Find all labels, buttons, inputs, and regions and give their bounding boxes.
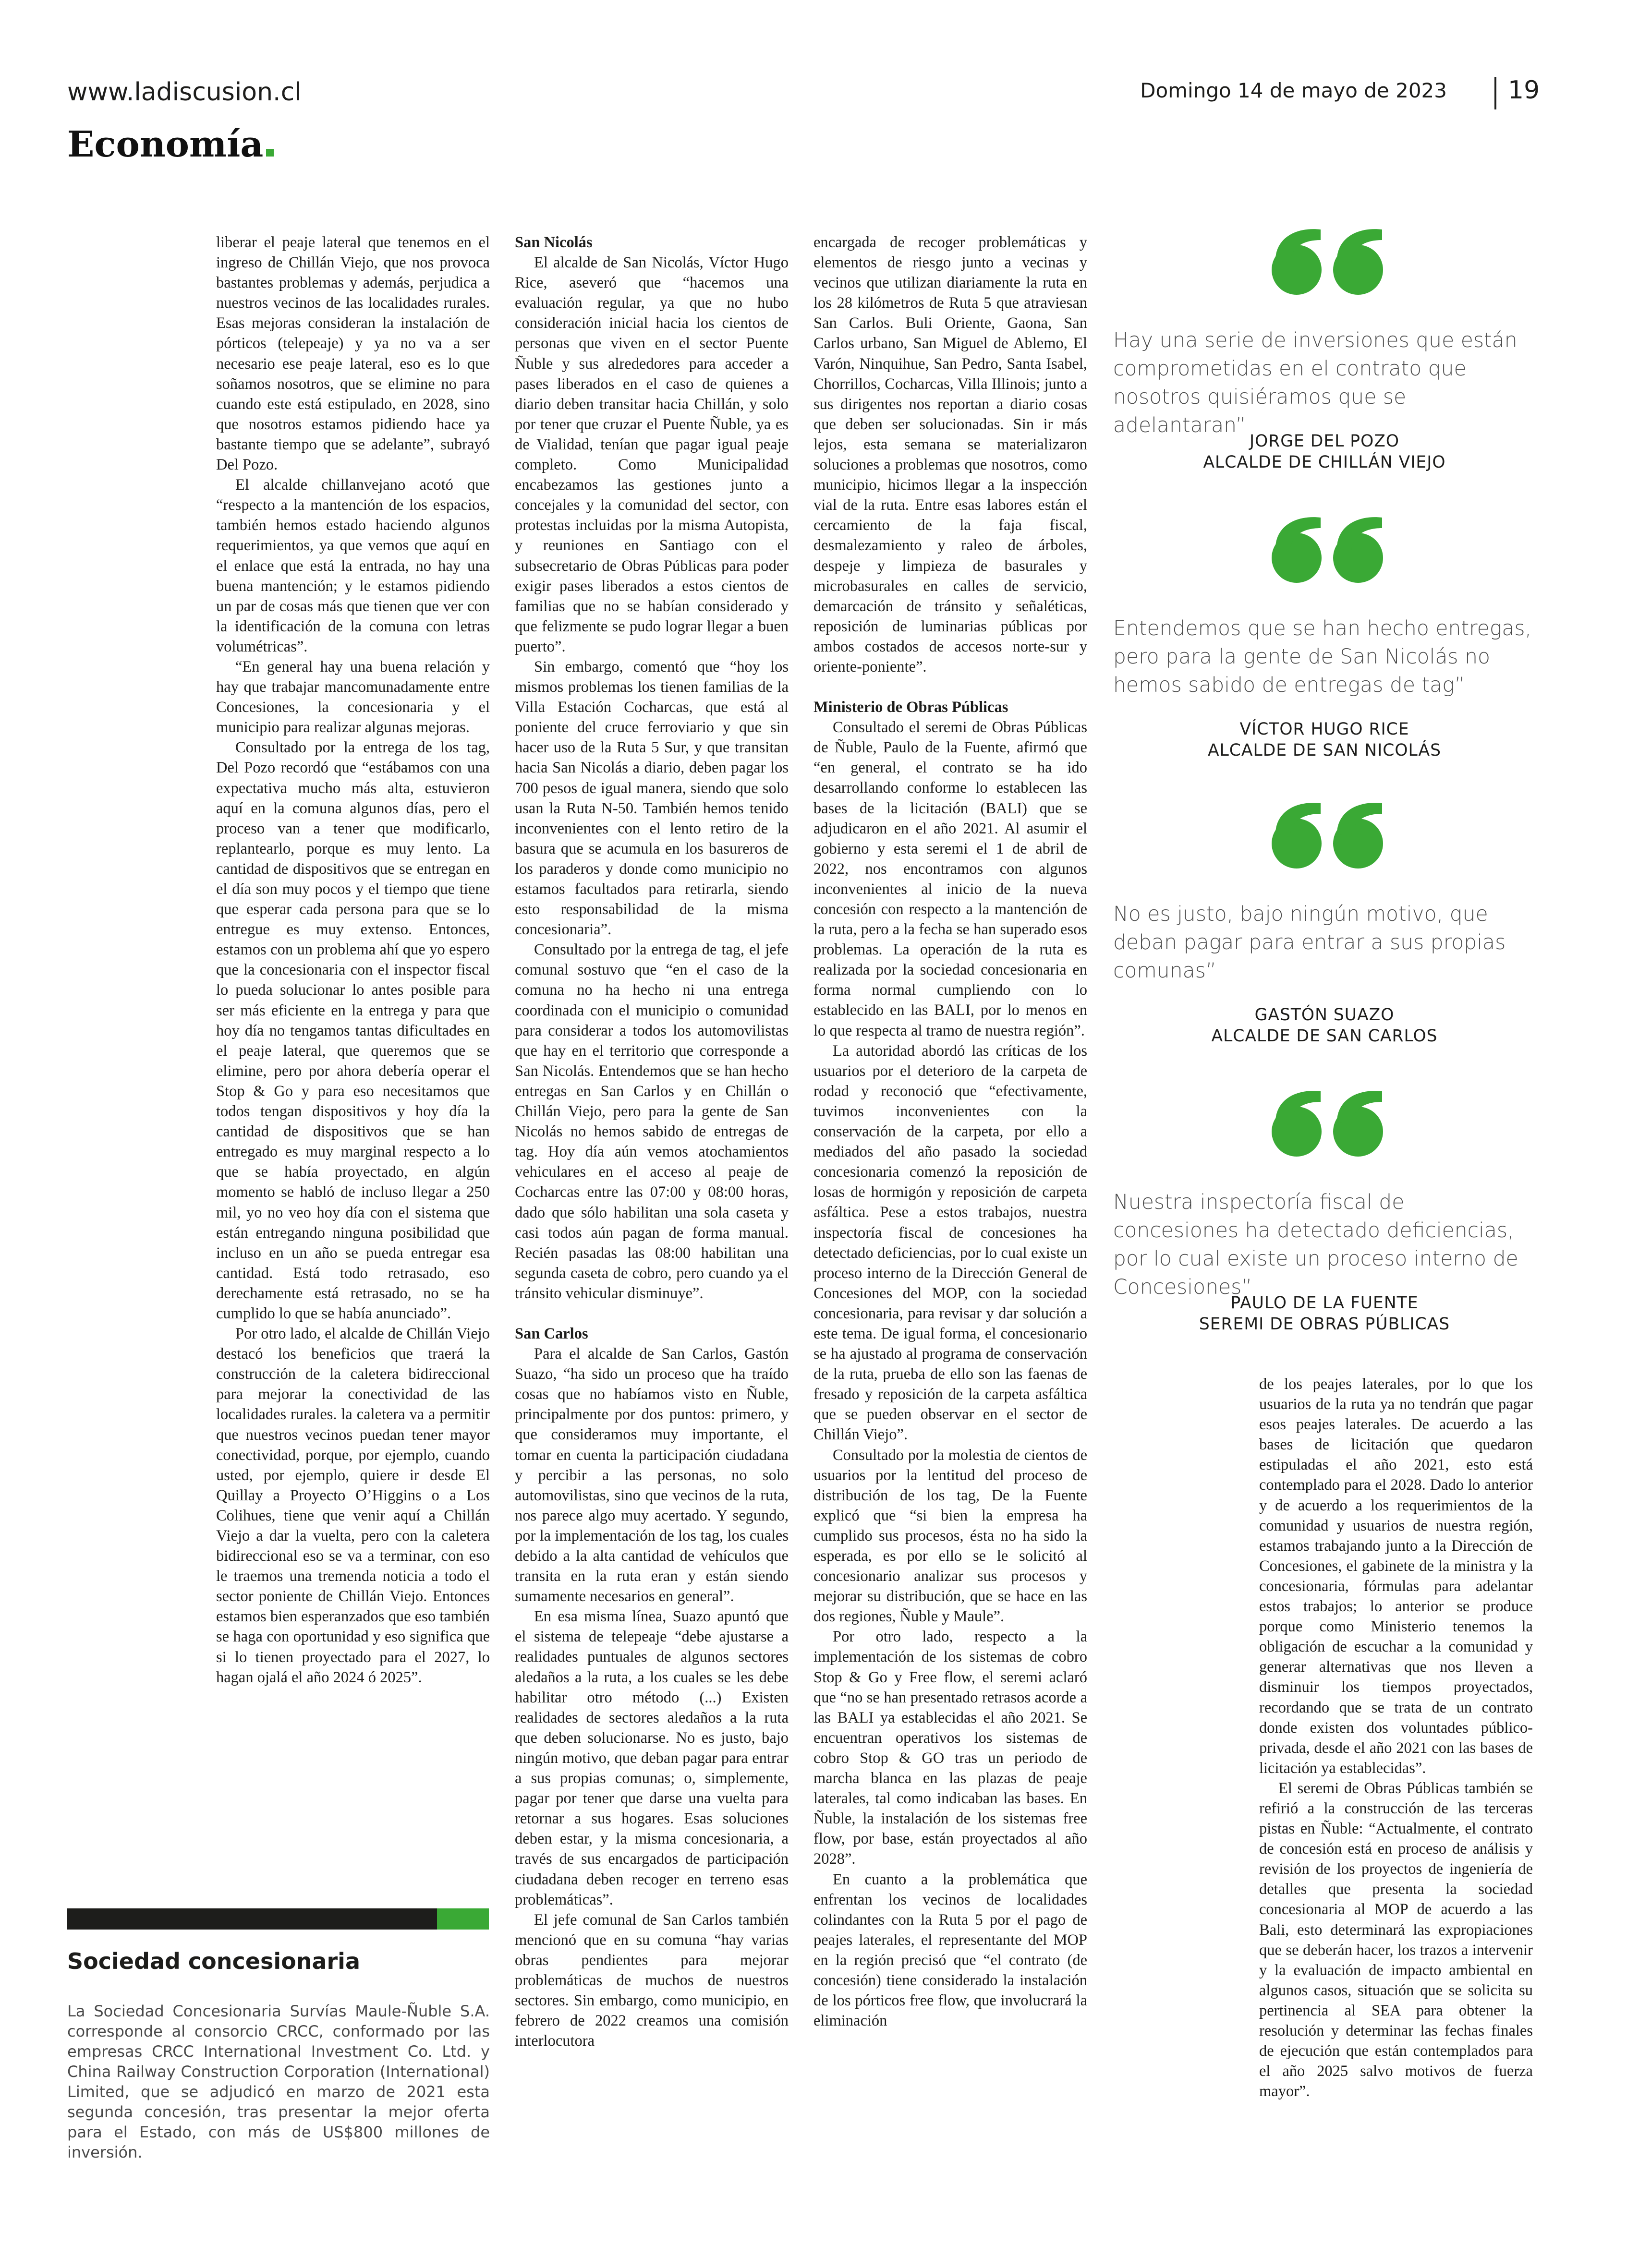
paragraph: Por otro lado, respecto a la implementación de los sistemas de cobro Stop & Go y Free flow, el seremi aclaró que “no se han presentado retrasos acorde a las BALI ya establecidas el año 2021. Se encuentran operativos los sistemas de cobro Stop & GO tras un periodo de marcha blanca en las plazas de peaje laterales, tal como indicaban las bases. En Ñuble, la instalación de los sistemas free flow, por base, están proyectados al año 2028”. [813, 1628, 1087, 1868]
subheading: Ministerio de Obras Públicas [813, 699, 1008, 716]
paragraph: Para el alcalde de San Carlos, Gastón Suazo, “ha sido un proceso que ha traído cosas que no habíamos visto en Ñuble, principalmente por dos puntos: primero, y que consideramos muy importante, el tomar en cuenta la participación ciudadana y percibir a las personas, no solo automovilistas, sino que vecinos de la ruta, nos parece algo muy acertado. Y segundo, por la implementación de los tag, los cuales debido a la alta cantidad de vehículos que transita en la ruta eran y están siendo sumamente necesarios en general”. [515, 1345, 789, 1605]
section-dot-icon [266, 149, 274, 157]
sidebar-title: Sociedad concesionaria [67, 1948, 360, 1974]
issue-date: Domingo 14 de mayo de 2023 [1140, 79, 1447, 102]
paragraph: En esa misma línea, Suazo apuntó que el sistema de telepeaje “debe ajustarse a realidades puntuales de algunos sectores aledaños a la ruta, a los cuales se les debe habilitar otro método (...) Existen realidades de sectores aledaños a la ruta que deben solucionarse. No es justo, bajo ningún motivo, que deban pagar para entrar a sus propias comunas; o, simplemente, pagar por tener que darse una vuelta para retornar a sus hogares. Esas soluciones deben estar, y la misma concesionaria, a través de sus encargados de participación ciudadana deben recoger en terreno esas problemáticas”. [515, 1608, 789, 1908]
paragraph: El alcalde de San Nicolás, Víctor Hugo Rice, aseveró que “hacemos una evaluación regular, ya que no hubo consideración inicial hacia los cientos de personas que viven en el sector Puente Ñuble y sus alrededores para acceder a pases liberados en el caso de quienes a diario deben transitar hacia Chillán, y solo por tener que cruzar el Puente Ñuble, ya es de Vialidad, tenían que pagar igual peaje completo. Como Municipalidad encabezamos las gestiones junto a concejales y la comunidad del sector, con protestas incluidas por la misma Autopista, y reuniones en Santiago con el subsecretario de Obras Públicas para poder exigir pases liberados a estos cientos de familias que no se habían considerado y que felizmente se pudo lograr llegar a buen puerto”. [515, 254, 789, 655]
quote-author: VÍCTOR HUGO RICE [1239, 720, 1409, 739]
article-column-3 [813, 232, 1087, 2031]
quote-mark-icon [1267, 1087, 1392, 1159]
site-url[interactable]: www.ladiscusion.cl [67, 78, 302, 107]
article-column-1 [216, 232, 490, 1688]
article-column-4 [1259, 1374, 1533, 2101]
section-title [67, 124, 274, 165]
header-divider [1494, 77, 1496, 109]
quote-author-role: SEREMI DE OBRAS PÚBLICAS [1199, 1315, 1450, 1334]
quote-mark-icon [1267, 514, 1392, 586]
quote-author: PAULO DE LA FUENTE [1230, 1293, 1419, 1313]
quote-text: Entendemos que se han hecho entregas, pero para la gente de San Nicolás no hemos sabido de entregas de tag” [1113, 617, 1532, 697]
paragraph: Consultado por la entrega de tag, el jefe comunal sostuvo que “en el caso de la comuna no ha hecho ni una entrega coordinada con el municipio o comunidad para considerar a todos los automovilistas que hay en el territorio que corresponde a San Nicolás. Entendemos que se han hecho entregas en San Carlos y en Chillán o Chillán Viejo, pero para la gente de San Nicolás no hemos sabido de entregas de tag. Hoy día aún vemos atochamientos vehiculares en el acceso al peaje de Cocharcas entre las 07:00 y 08:00 horas, dado que sólo habilitan una sola caseta y casi todos aún pagan de forma manual. Recién pasadas las 08:00 habilitan una segunda caseta de cobro, pero cuando ya el tránsito vehicular disminuye”. [515, 941, 789, 1302]
subheading: San Carlos [515, 1325, 588, 1342]
paragraph: En cuanto a la problemática que enfrentan los vecinos de localidades colindantes con la Ruta 5 por el pago de peajes laterales, el representante del MOP en la región precisó que “el contrato (de concesión) tiene considerado la instalación de los pórticos free flow, que involucrará la eliminación [813, 1870, 1087, 2030]
quote-text: Hay una serie de inversiones que están comprometidas en el contrato que nosotros quisiéramos que se adelantaran” [1113, 329, 1518, 437]
paragraph-gap [813, 677, 1087, 697]
paragraph: El alcalde chillanvejano acotó que “respecto a la mantención de los espacios, también hemos estado haciendo algunos requerimientos, ya que vemos que aquí en el enlace que está la entrada, no hay una buena mantención; y le estamos pidiendo un par de cosas más que tienen que ver con la identificación de la comuna con letras volumétricas”. [216, 476, 490, 655]
quote-author-role: ALCALDE DE SAN CARLOS [1211, 1026, 1438, 1046]
paragraph: La autoridad abordó las críticas de los usuarios por el deterioro de la carpeta de rodad y reconoció que “efectivamente, tuvimos inconvenientes con la conservación de la carpeta, por ello a mediados del año pasado la sociedad concesionaria comenzó la reposición de losas de hormigón y reposición de carpeta asfáltica. Pese a estos trabajos, nuestra inspectoría fiscal de concesiones ha detectado deficiencias, por lo cual existe un proceso interno de la Dirección General de Concesiones del MOP, con la sociedad concesionaria, para revisar y dar solución a este tema. De igual forma, el concesionario se ha ajustado al programa de conservación de la ruta, prueba de ello son las faenas de fresado y reposición de la carpeta asfáltica que se pueden observar en el sector de Chillán Viejo”. [813, 1042, 1087, 1444]
subheading: San Nicolás [515, 234, 593, 251]
paragraph: Consultado el seremi de Obras Públicas de Ñuble, Paulo de la Fuente, afirmó que “en general, el contrato se ha ido desarrollando conforme lo establecen las bases de la licitación (BALI) que se adjudicaron en el año 2021. Al asumir el gobierno y esta seremi el 1 de abril de 2022, nos encontramos con algunos inconvenientes al inicio de la nueva concesión con respecto a la mantención de la ruta, pero a la fecha se han superado esos problemas. La operación de la ruta es realizada por la sociedad concesionaria en forma normal cumpliendo con lo establecido en las BALI, por lo menos en lo que respecta al tramo de nuestra región”. [813, 719, 1087, 1039]
page-number: 19 [1508, 76, 1540, 105]
sidebar-rule-green [437, 1908, 489, 1930]
paragraph-gap [515, 1303, 789, 1324]
paragraph: liberar el peaje lateral que tenemos en el ingreso de Chillán Viejo, que nos provoca bastantes problemas y además, perjudica a nuestros vecinos de las localidades rurales. Esas mejoras consideran la instalación de pórticos (telepeaje) y ya no va a ser necesario ese peaje lateral, eso es lo que soñamos nosotros, que se elimine no para cuando este está estipulado, en 2028, sino que nosotros estamos pidiendo hace ya bastante tiempo que se adelante”, subrayó Del Pozo. [216, 234, 490, 474]
paragraph: Consultado por la molestia de cientos de usuarios por la lentitud del proceso de distribución de los tag, De la Fuente explicó que “si bien la empresa ha cumplido sus procesos, ésta no ha sido la esperada, es por ello se le solicitó al concesionario analizar sus procesos y mejorar su distribución, que se hace en las dos regiones, Ñuble y Maule”. [813, 1446, 1087, 1626]
sidebar-body: La Sociedad Concesionaria Survías Maule-Ñuble S.A. corresponde al consorcio CRCC, conformado por las empresas CRCC International Investment Co. Ltd. y China Railway Construction Corporation (International) Limited, que se adjudicó en marzo de 2021 esta segunda concesión, tras presentar la mejor oferta para el Estado, con más de US$800 millones de inversión. [67, 2002, 490, 2161]
paragraph: El seremi de Obras Públicas también se refirió a la construcción de las terceras pistas en Ñuble: “Actualmente, el contrato de concesión está en proceso de análisis y revisión de los proyectos de ingeniería de detalles que presenta la sociedad concesionaria al MOP de acuerdo a las Bali, esto determinará las expropiaciones que se deberán hacer, los trazos a intervenir y la evaluación de impacto ambiental en algunos casos, situación que se solicita su pertinencia al SEA para obtener la resolución y determinar las fechas finales de ejecución que están contemplados para el año 2025 salvo motivos de fuerza mayor”. [1259, 1779, 1533, 2100]
quote-author-role: ALCALDE DE SAN NICOLÁS [1207, 741, 1442, 760]
paragraph: de los peajes laterales, por lo que los usuarios de la ruta ya no tendrán que pagar esos peajes laterales. De acuerdo a las bases de licitación que quedaron estipuladas el año 2021, esto está contemplado para el 2028. Dado lo anterior y de acuerdo a los requerimientos de la comunidad y usuarios de nuestra región, estamos trabajando junto a la Dirección de Concesiones, el gabinete de la ministra y la concesionaria, fórmulas para adelantar estos trabajos; lo anterior se produce porque como Ministerio tenemos la obligación de escuchar a la comunidad y generar alternativas que nos lleven a disminuir los tiempos proyectados, recordando que se trata de un contrato donde existen dos voluntades público-privada, desde el año 2021 con las bases de licitación ya establecidas”. [1259, 1375, 1533, 1777]
paragraph: “En general hay una buena relación y hay que trabajar mancomunadamente entre Concesiones, la concesionaria y el municipio para realizar algunas mejoras. [216, 658, 490, 736]
quote-mark-icon [1267, 799, 1392, 871]
paragraph: Por otro lado, el alcalde de Chillán Viejo destacó los beneficios que traerá la construcción de la caletera bidireccional para mejorar la conectividad de las localidades rurales. la caletera va a permitir que nuestros vecinos puedan tener mayor conectividad, porque, por ejemplo, cuando usted, por ejemplo, quiere ir desde El Quillay a Proyecto O’Higgins o a Los Colihues, tiene que venir aquí a Chillán Viejo a dar la vuelta, pero con la caletera bidireccional eso se va a terminar, con eso le traemos una tremenda noticia a todo el sector poniente de Chillán Viejo. Entonces estamos bien esperanzados que eso también se haga con oportunidad y eso significa que si lo tienen proyectado para el 2027, lo hagan ojalá el año 2024 ó 2025”. [216, 1325, 490, 1686]
quote-author: GASTÓN SUAZO [1254, 1005, 1395, 1025]
quote-text: Nuestra inspectoría fiscal de concesiones ha detectado deficiencias, por lo cual existe un proceso interno de Concesiones” [1113, 1191, 1518, 1299]
section-label: Economía [67, 124, 264, 165]
paragraph: El jefe comunal de San Carlos también mencionó que en su comuna “hay varias obras pendientes para mejorar problemáticas de muchos de nuestros sectores. Sin embargo, como municipio, en febrero de 2022 creamos una comisión interlocutora [515, 1911, 789, 2050]
quote-mark-icon [1267, 226, 1392, 298]
paragraph: Consultado por la entrega de los tag, Del Pozo recordó que “estábamos con una expectativa mucho más alta, estuvieron aquí en la comuna algunos días, pero el proceso van a tener que modificarlo, replantearlo, porque es muy lento. La cantidad de dispositivos que se entregan en el día son muy pocos y el tiempo que tiene que esperar cada persona para que se lo entregue es muy extenso. Entonces, estamos con un problema ahí que yo espero que la concesionaria con el inspector fiscal lo pueda solucionar lo antes posible para ser más eficiente en la entrega y para que hoy día no tengamos tantas dificultades en el peaje lateral, que queremos que se elimine, pero por ahora debería operar el Stop & Go y para eso necesitamos que todos tengan dispositivos y hoy día la cantidad de dispositivos que se han entregado es muy marginal respecto a lo que se había proyectado, en algún momento se habló de incluso llegar a 250 mil, yo no veo hoy día con el sistema que están entregando ninguna posibilidad que incluso en un año se pueda entregar esa cantidad. Está todo retrasado, eso derechamente está retrasado, no se ha cumplido lo que se había anunciado”. [216, 739, 490, 1322]
quote-author: JORGE DEL POZO [1249, 432, 1400, 451]
paragraph: Sin embargo, comentó que “hoy los mismos problemas los tienen familias de la Villa Estación Cocharcas, que está al poniente del cruce ferroviario y que sin hacer uso de la Ruta 5 Sur, y que transitan hacia San Nicolás a diario, deben pagar los 700 pesos de igual manera, siendo que solo usan la Ruta N-50. También hemos tenido inconvenientes con el lento retiro de la basura que se acumula en los basureros de los paraderos y donde como municipio no estamos facultados para retirarla, siendo esto responsabilidad de la misma concesionaria”. [515, 658, 789, 939]
sidebar-rule-black [67, 1908, 437, 1930]
article-column-2 [515, 232, 789, 2051]
quote-text: No es justo, bajo ningún motivo, que deban pagar para entrar a sus propias comunas” [1113, 903, 1506, 983]
paragraph: encargada de recoger problemáticas y elementos de riesgo junto a vecinas y vecinos que utilizan diariamente la ruta en los 28 kilómetros de Ruta 5 que atraviesan San Carlos. Buli Oriente, Gaona, San Carlos urbano, San Miguel de Ablemo, El Varón, Ninquihue, San Pedro, Santa Isabel, Chorrillos, Cocharcas, Villa Illinois; junto a sus dirigentes nos reportan a diario cosas que deben ser solucionadas. Sin ir más lejos, esta semana se materializaron soluciones a problemas que nosotros, como municipio, hicimos llegar a la inspección vial de la ruta. Entre esas labores están el cercamiento de la faja fiscal, desmalezamiento y raleo de árboles, despeje y limpieza de basurales y microbasurales en calles de servicio, demarcación de tránsito y señaléticas, reposición de luminarias públicas por ambos costados de accesos norte-sur y oriente-poniente”. [813, 234, 1087, 676]
quote-author-role: ALCALDE DE CHILLÁN VIEJO [1203, 453, 1446, 472]
